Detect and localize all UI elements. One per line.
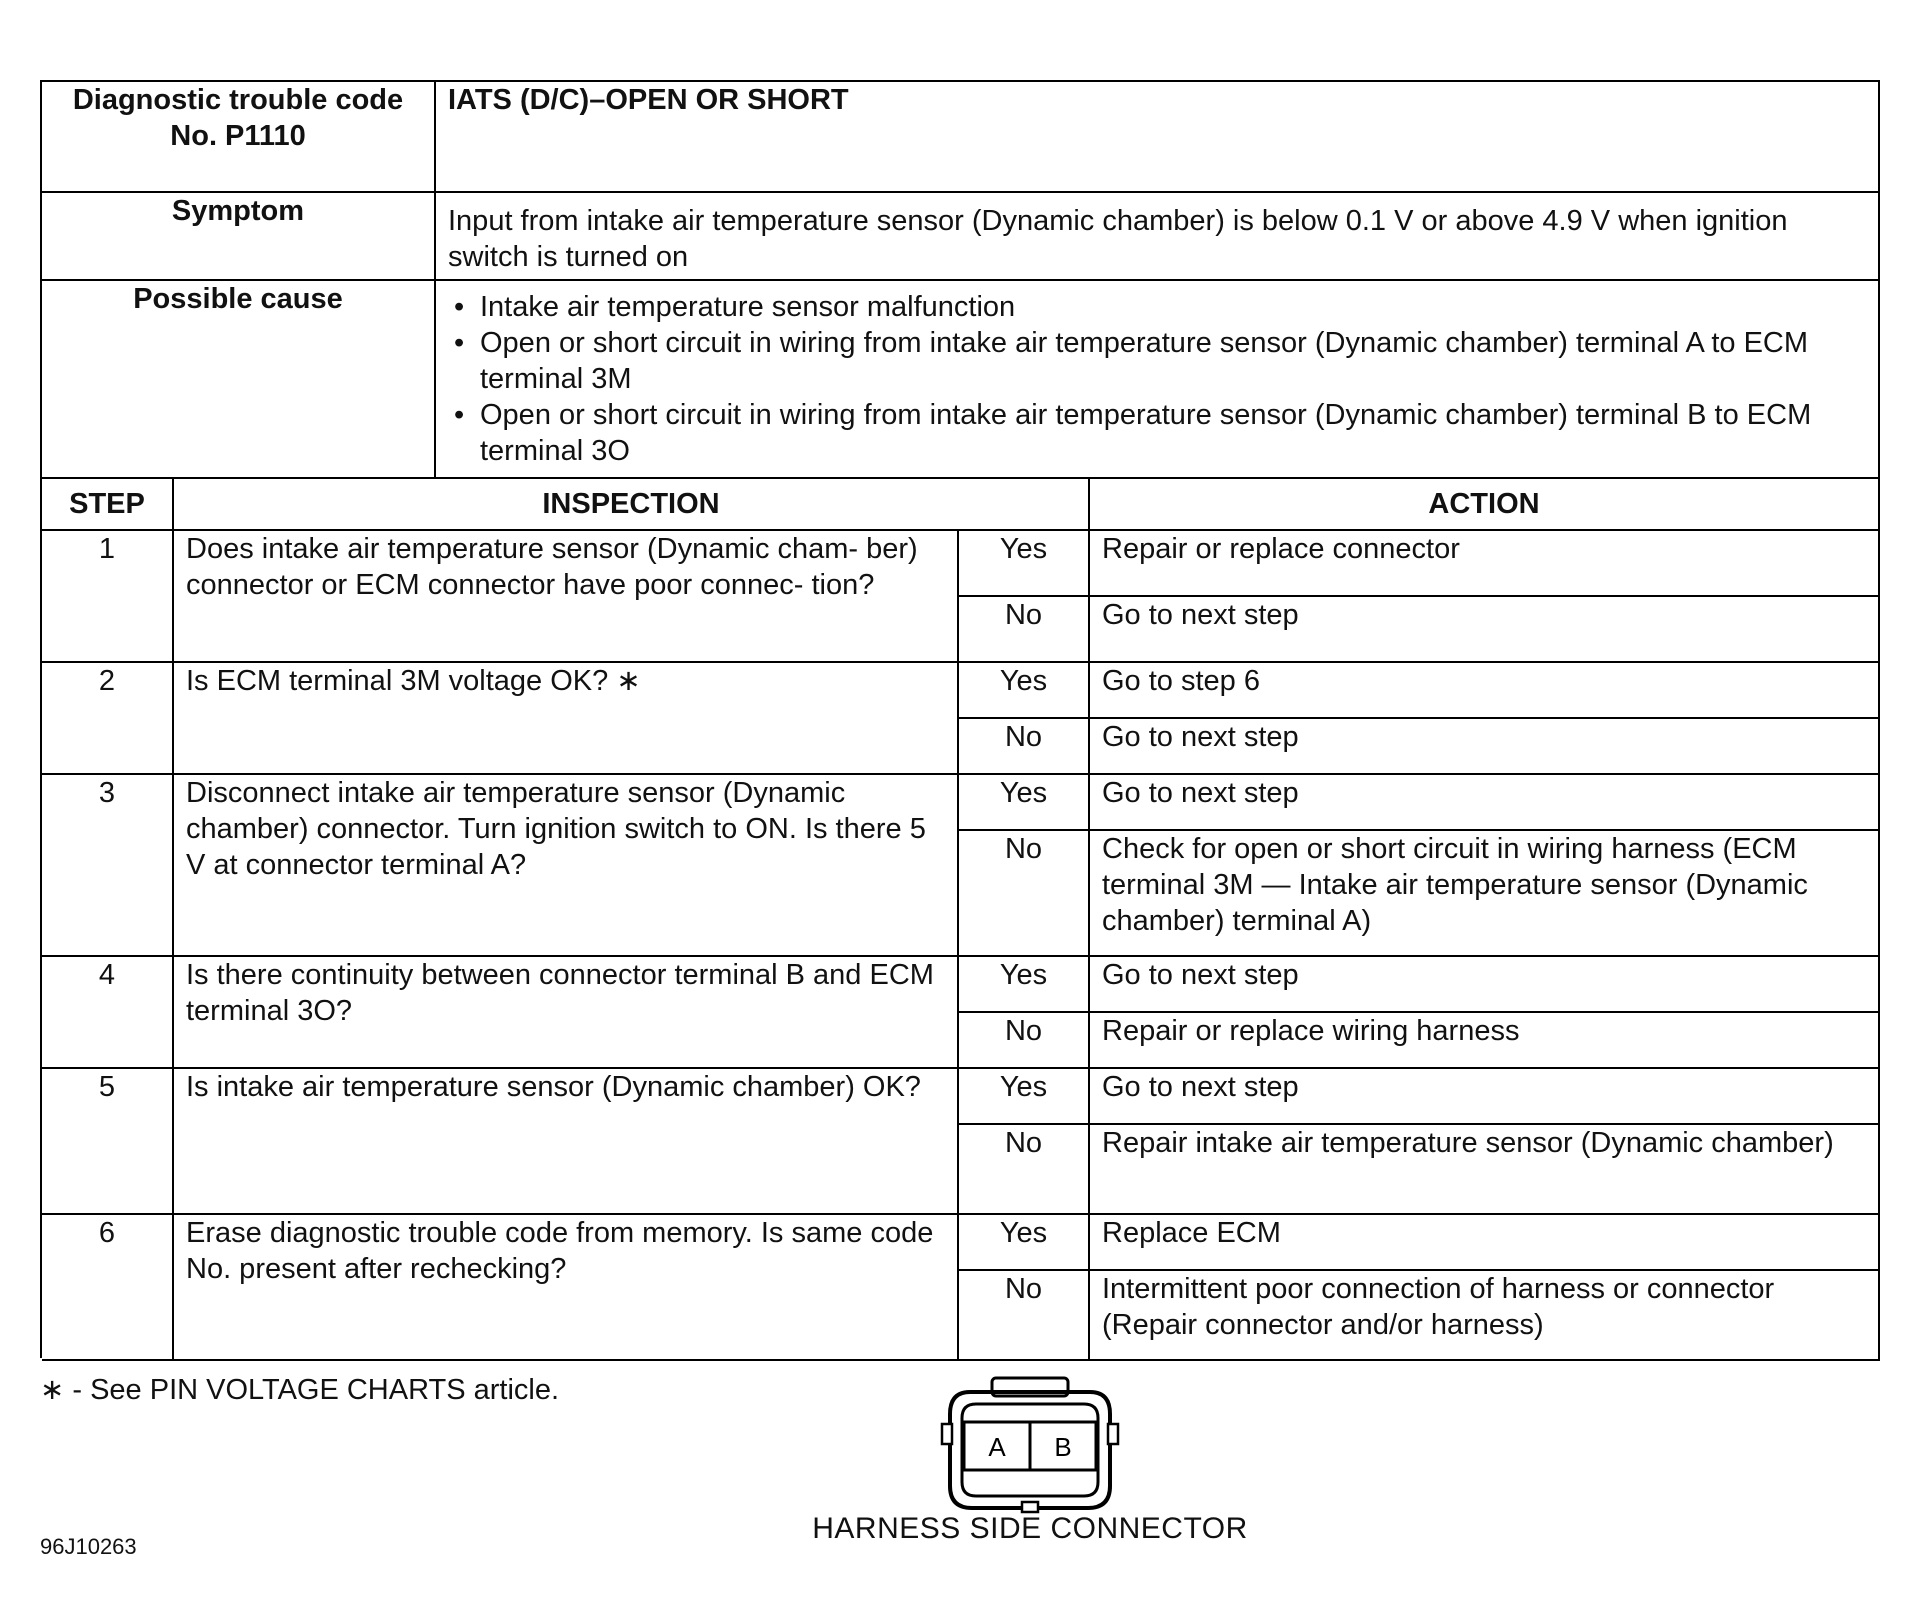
- step-1-yes-row: [42, 530, 1879, 596]
- yes-label: Yes: [958, 1214, 1089, 1270]
- yes-label: Yes: [958, 662, 1089, 718]
- dtc-title: IATS (D/C)–OPEN OR SHORT: [435, 82, 1879, 192]
- step-4-yes-row: [42, 956, 1879, 1012]
- yes-label: Yes: [958, 774, 1089, 830]
- possible-cause-list: [448, 281, 1866, 475]
- symptom-row: [42, 192, 1879, 280]
- step-number: 3: [42, 774, 173, 956]
- possible-cause-list-cell: [435, 280, 1879, 478]
- step-2-yes-row: [42, 662, 1879, 718]
- step-number: 4: [42, 956, 173, 1068]
- no-label: No: [958, 596, 1089, 662]
- step-inspection: Erase diagnostic trouble code from memory. Is same code No. present after rechecking?: [173, 1214, 958, 1360]
- connector-right-tab: [1108, 1424, 1118, 1444]
- possible-cause-row: [42, 280, 1879, 478]
- step-inspection: Is ECM terminal 3M voltage OK? ∗: [173, 662, 958, 774]
- no-action: Intermittent poor connection of harness or connector (Repair connector and/or harness): [1089, 1270, 1879, 1360]
- steps-table: [42, 479, 1880, 1361]
- no-action: Repair or replace wiring harness: [1089, 1012, 1879, 1068]
- yes-label: Yes: [958, 1068, 1089, 1124]
- step-5-yes-row: [42, 1068, 1879, 1124]
- no-label: No: [958, 1124, 1089, 1214]
- terminal-a-label: A: [988, 1432, 1006, 1462]
- steps-header-row: [42, 479, 1879, 530]
- symptom-text: Input from intake air temperature sensor (Dynamic chamber) is below 0.1 V or above 4.9 V when ignition switch is turned on: [435, 192, 1879, 280]
- yes-action: Replace ECM: [1089, 1214, 1879, 1270]
- no-action: Repair intake air temperature sensor (Dynamic chamber): [1089, 1124, 1879, 1214]
- step-inspection: Does intake air temperature sensor (Dynamic cham- ber) connector or ECM connector have poor connec- tion?: [173, 530, 958, 662]
- no-action: Go to next step: [1089, 718, 1879, 774]
- action-column-header: ACTION: [1089, 479, 1879, 530]
- dtc-label: Diagnostic trouble code No. P1110: [42, 82, 435, 192]
- footnote: ∗ - See PIN VOLTAGE CHARTS article.: [40, 1374, 560, 1406]
- connector-left-tab: [942, 1424, 952, 1444]
- yes-label: Yes: [958, 530, 1089, 596]
- step-number: 2: [42, 662, 173, 774]
- yes-action: Go to next step: [1089, 774, 1879, 830]
- cause-item: • Open or short circuit in wiring from intake air temperature sensor (Dynamic chamber) terminal A to ECM terminal 3M: [480, 325, 1866, 397]
- terminal-b-label: B: [1054, 1432, 1072, 1462]
- figure-code: 96J10263: [40, 1534, 137, 1559]
- yes-action: Go to next step: [1089, 956, 1879, 1012]
- connector-caption: HARNESS SIDE CONNECTOR: [812, 1512, 1248, 1545]
- yes-action: Repair or replace connector: [1089, 530, 1879, 596]
- possible-cause-label: Possible cause: [42, 280, 435, 478]
- step-3-yes-row: [42, 774, 1879, 830]
- symptom-label: Symptom: [42, 192, 435, 280]
- diagnostic-chart: [40, 80, 1880, 1358]
- no-label: No: [958, 1270, 1089, 1360]
- step-inspection: Is there continuity between connector terminal B and ECM terminal 3O?: [173, 956, 958, 1068]
- no-action: Check for open or short circuit in wiring harness (ECM terminal 3M — Intake air temperature sensor (Dynamic chamber) terminal A): [1089, 830, 1879, 956]
- no-label: No: [958, 1012, 1089, 1068]
- inspection-column-header: INSPECTION: [173, 479, 1089, 530]
- step-6-yes-row: [42, 1214, 1879, 1270]
- no-label: No: [958, 718, 1089, 774]
- step-number: 6: [42, 1214, 173, 1360]
- no-action: Go to next step: [1089, 596, 1879, 662]
- cause-item: • Open or short circuit in wiring from intake air temperature sensor (Dynamic chamber) terminal B to ECM terminal 3O: [480, 397, 1866, 469]
- no-label: No: [958, 830, 1089, 956]
- yes-label: Yes: [958, 956, 1089, 1012]
- cause-item: • Intake air temperature sensor malfunction: [480, 289, 1866, 325]
- step-column-header: STEP: [42, 479, 173, 530]
- yes-action: Go to next step: [1089, 1068, 1879, 1124]
- dtc-header-table: [42, 82, 1880, 479]
- yes-action: Go to step 6: [1089, 662, 1879, 718]
- connector-bottom-key: [1022, 1502, 1038, 1512]
- step-inspection: Is intake air temperature sensor (Dynamic chamber) OK?: [173, 1068, 958, 1214]
- step-number: 5: [42, 1068, 173, 1214]
- step-inspection: Disconnect intake air temperature sensor (Dynamic chamber) connector. Turn ignition switch to ON. Is there 5 V at connector terminal A?: [173, 774, 958, 956]
- harness-connector-icon: [940, 1374, 1120, 1514]
- step-number: 1: [42, 530, 173, 662]
- dtc-row: [42, 82, 1879, 192]
